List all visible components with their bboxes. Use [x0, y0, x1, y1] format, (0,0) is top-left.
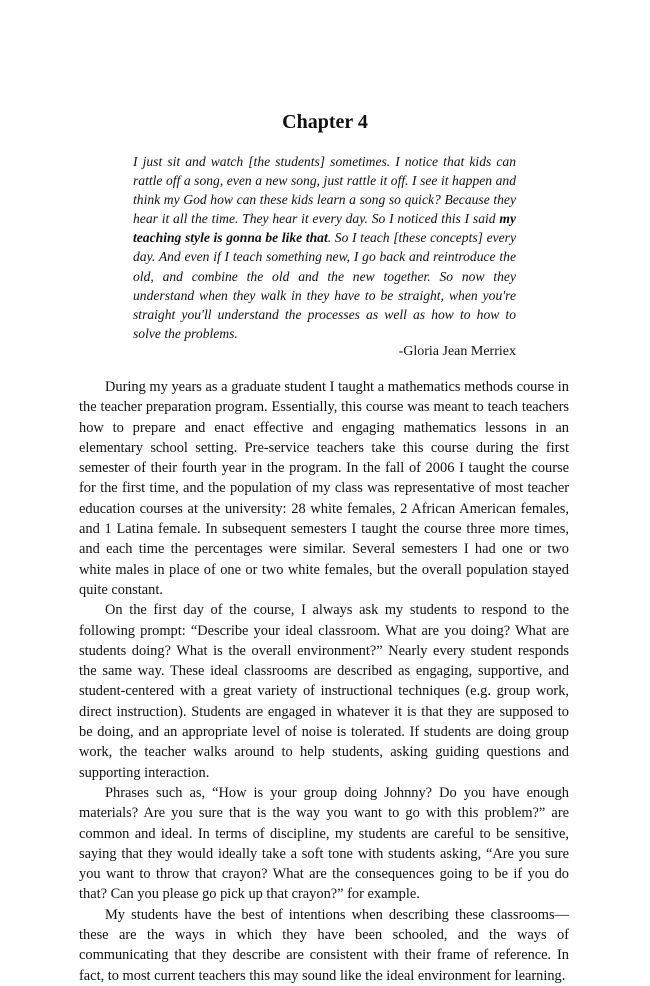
- epigraph-attribution: -Gloria Jean Merriex: [398, 344, 516, 359]
- body-paragraph-4: My students have the best of intentions when describing these classrooms—these are the ways in which they have been schooled, and the ways of communicating that they describe are consistent with their frame of reference. In fact, to most current teachers this may sound like the ideal environment for learning.: [79, 906, 569, 984]
- epigraph-text-end: . So I teach [these concepts] every day. And even if I teach something new, I go back and reintroduce the old, and combine the old and the new together. So now they understand when they walk in they have to be straight, when you're straight you'll understand the processes as well as how to how to solve the problems.: [133, 230, 516, 341]
- body-paragraph-1: During my years as a graduate student I taught a mathematics methods course in the teacher preparation program. Essentially, this course was meant to teach teachers how to prepare and enact effective and engaging mathematics lessons in an elementary school setting. Pre-service teachers take this course during the first semester of their fourth year in the program. In the fall of 2006 I taught the course for the first time, and the population of my class was representative of most teacher education courses at the university: 28 white females, 2 African American females, and 1 Latina female. In subsequent semesters I taught the course three more times, and each time the percentages were similar. Several semesters I had one or two white males in place of one or two white females, but the overall population stayed quite constant.: [79, 379, 569, 598]
- epigraph-text-start: I just sit and watch [the students] sometimes. I notice that kids can rattle off a song, even a new song, just rattle it off. I see it happen and think my God how can these kids learn a song so quick? Because they hear it all the time. They hear it every day. So I noticed this I said: [133, 154, 516, 227]
- epigraph-quote: [133, 152, 516, 343]
- epigraph-emphasis: my teaching style is gonna be like that: [133, 211, 516, 246]
- body-text: [79, 377, 569, 986]
- body-paragraph-2: On the first day of the course, I always ask my students to respond to the following prompt: “Describe your ideal classroom. What are you doing? What are students doing? What is the overall environment?” Nearly every student responds the same way. These ideal classrooms are described as engaging, supportive, and student-centered with a great variety of instructional techniques (e.g. group work, direct instruction). Students are engaged in whatever it is that they are supposed to be doing, and an appropriate level of noise is tolerated. If students are doing group work, the teacher walks around to help students, asking guiding questions and supporting interaction.: [79, 602, 569, 781]
- body-paragraph-3: Phrases such as, “How is your group doing Johnny? Do you have enough materials? Are you sure that is the way you want to go with this problem?” are common and ideal. In terms of discipline, my students are careful to be sensitive, saying that they would ideally take a soft tone with students asking, “Are you sure you want to throw that crayon? What are the consequences going to be if you do that? Can you please go pick up that crayon?” for example.: [79, 784, 569, 903]
- chapter-title: Chapter 4: [282, 111, 368, 133]
